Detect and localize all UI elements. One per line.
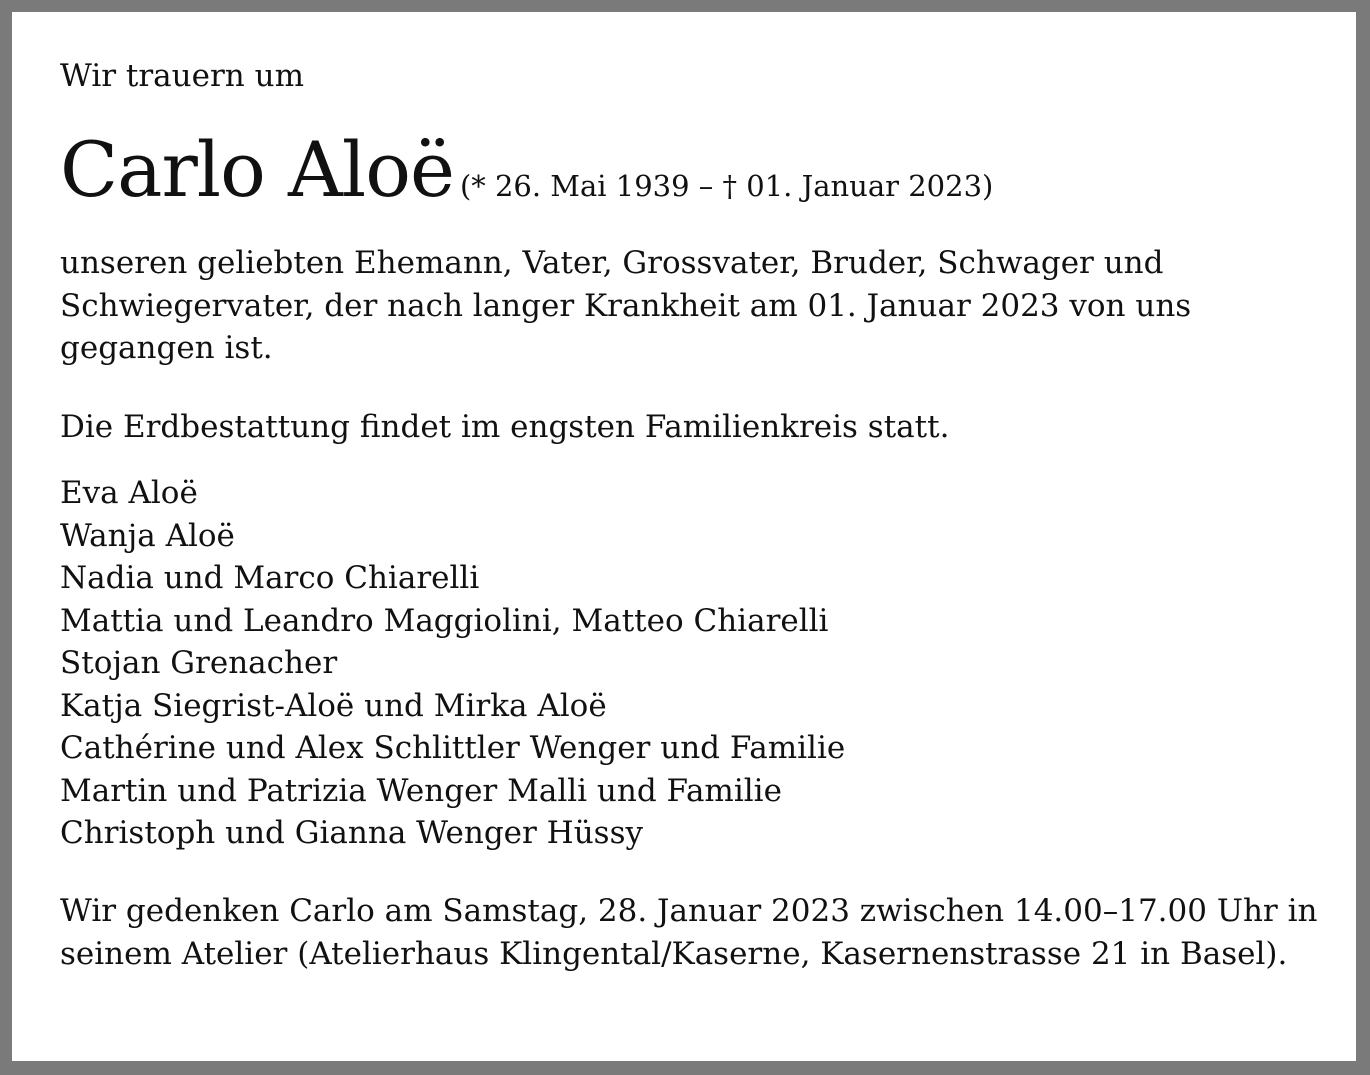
burial-notice: Die Erdbestattung findet im engsten Familienkreis statt. [60, 409, 950, 445]
description-paragraph: unseren geliebten Ehemann, Vater, Grossvater, Bruder, Schwager und Schwiegervater, der nach langer Krankheit am 01. Januar 2023 von uns gegangen ist. [60, 245, 1192, 366]
mourner-item: Wanja Aloë [60, 517, 235, 554]
memorial-notice: Wir gedenken Carlo am Samstag, 28. Januar 2023 zwischen 14.00–17.00 Uhr in seinem Atelier (Atelierhaus Klingental/Kaserne, Kasernenstrasse 21 in Basel). [60, 893, 1318, 972]
mourners-list [60, 472, 845, 855]
intro-text: Wir trauern um [60, 58, 304, 94]
mourner-item: Martin und Patrizia Wenger Malli und Familie [60, 772, 782, 809]
mourner-item: Cathérine und Alex Schlittler Wenger und Familie [60, 730, 846, 766]
mourner-item: Nadia und Marco Chiarelli [60, 560, 480, 596]
mourner-item: Christoph und Gianna Wenger Hüssy [60, 815, 644, 851]
obituary-page [12, 12, 1356, 1061]
mourner-item: Katja Siegrist-Aloë und Mirka Aloë [60, 687, 607, 724]
life-dates: (* 26. Mai 1939 – † 01. Januar 2023) [459, 169, 994, 203]
deceased-name: Carlo Aloë [60, 125, 454, 214]
mourner-item: Eva Aloë [60, 475, 198, 511]
name-line [60, 120, 993, 220]
mourner-item: Mattia und Leandro Maggiolini, Matteo Chiarelli [60, 602, 829, 639]
mourner-item: Stojan Grenacher [60, 645, 338, 681]
